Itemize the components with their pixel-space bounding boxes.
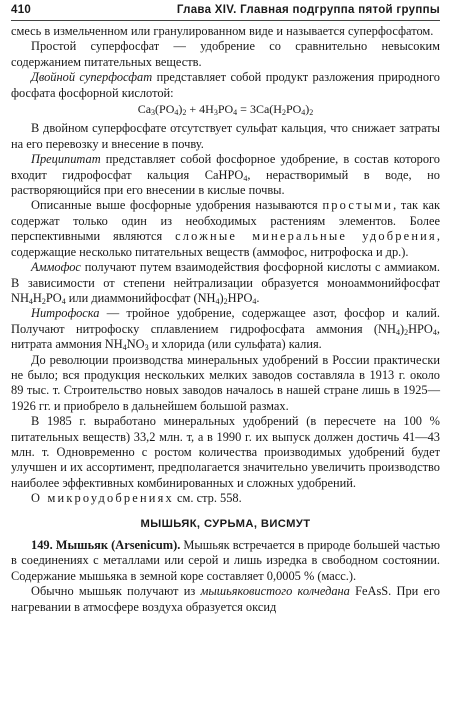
paragraph-2: Простой суперфосфат — удобрение со сравнительно невысоким содержанием питательных веществ. (11, 39, 440, 69)
term-nitrophoska: Нитрофоска (31, 306, 100, 321)
paragraph-11: О микроудобрениях см. стр. 558. (31, 491, 242, 506)
section-text (11, 538, 440, 615)
running-head (11, 3, 440, 21)
paragraph-arsenic-1: 149. Мышьяк (Arsenicum). Мышьяк встречается в природе большей частью в соединениях с металлами или серой и лишь изредка в свободном состоянии. Содержание мышьяка в земной коре составляет 0,0005 % (масс.). (11, 538, 440, 583)
term-ammophos: Аммофос (31, 260, 81, 275)
running-title: Глава XIV. Главная подгруппа пятой группы (176, 4, 440, 16)
reaction-equation: $Ca_3(PO_4)_2 + 4H_3PO_4 = 3Ca(H_2PO_4)_2$ (137, 102, 314, 118)
section-heading: МЫШЬЯК, СУРЬМА, ВИСМУТ (140, 517, 311, 530)
paragraph-arsenic-2: Обычно мышьяк получают из мышьяковистого колчедана FeAsS. При его нагревании в атмосфере воздуха образуется оксид (11, 584, 440, 614)
page-number: 410 (11, 4, 32, 16)
paragraph-3: Двойной суперфосфат представляет собой продукт разложения природного фосфата фосфорной кислотой: (11, 70, 441, 100)
paragraph-6: Описанные выше фосфорные удобрения называются простыми, так как содержат только один из необходимых растениям элементов. Более перспективными являются сложные минеральные удобрения, содержащие несколько питательных веществ (аммофос, нитрофоска и др.). (11, 198, 441, 259)
paragraph-5: Преципитат представляет собой фосфорное удобрение, в состав которого входит гидрофосфат кальция CaHPO$_4$, нерастворимый в воде, но растворяющийся при его внесении в кислые почвы. (11, 152, 441, 198)
paragraph-4: В двойном суперфосфате отсутствует сульфат кальция, что снижает затраты на его перевозку и внесение в почву. (11, 121, 440, 151)
paragraph-10: В 1985 г. выработано минеральных удобрений (в пересчете на 100 % питательных веществ) 33,2 млн. т, а в 1990 г. их выпуск должен достичь 41—43 млн. т. Одновременно с ростом количества производимых удобрений будет улучшен и их ассортимент, предполагается значительно увеличить производство наиболее эффективных комбинированных и сложных удобрений. (11, 414, 440, 490)
paragraph-8: Нитрофоска — тройное удобрение, содержащее азот, фосфор и калий. Получают нитрофоску сплавлением гидрофосфата аммония $(NH_4)_2HPO_4$, нитрата аммония $NH_4NO_3$ и хлорида (или сульфата) калия. (11, 306, 440, 353)
term-double-superphosphate: Двойной суперфосфат (31, 70, 153, 85)
paragraph-7: Аммофос получают путем взаимодействия фосфорной кислоты с аммиаком. В зависимости от степени нейтрализации образуется моноаммонийфосфат $NH_4H_2PO_4$ или диаммонийфосфат $(NH_4)_2HPO_4$. (11, 260, 440, 306)
body-text (11, 24, 440, 507)
term-arsenopyrite: мышьяковистого колчедана (200, 584, 350, 599)
term-precipitate: Преципитат (31, 152, 101, 167)
term-complex-fertilizers: сложные минеральные удобрения (175, 229, 437, 244)
paragraph-1: смесь в измельченном или гранулированном виде и называется суперфосфатом. (11, 24, 434, 38)
term-simple: простыми (322, 198, 394, 213)
term-microfertilizers: О микроудобрениях (31, 491, 174, 506)
paragraph-9: До революции производства минеральных удобрений в России практически не было; вся продукция нескольких мелких заводов составляла в 1913 г. около 89 тыс. т. Строительство новых заводов началось в нашей стране лишь в 1925—1926 гг. и приобрело в дальнейшем большой размах. (11, 352, 440, 413)
article-title: 149. Мышьяк (Arsenicum). (31, 538, 181, 552)
